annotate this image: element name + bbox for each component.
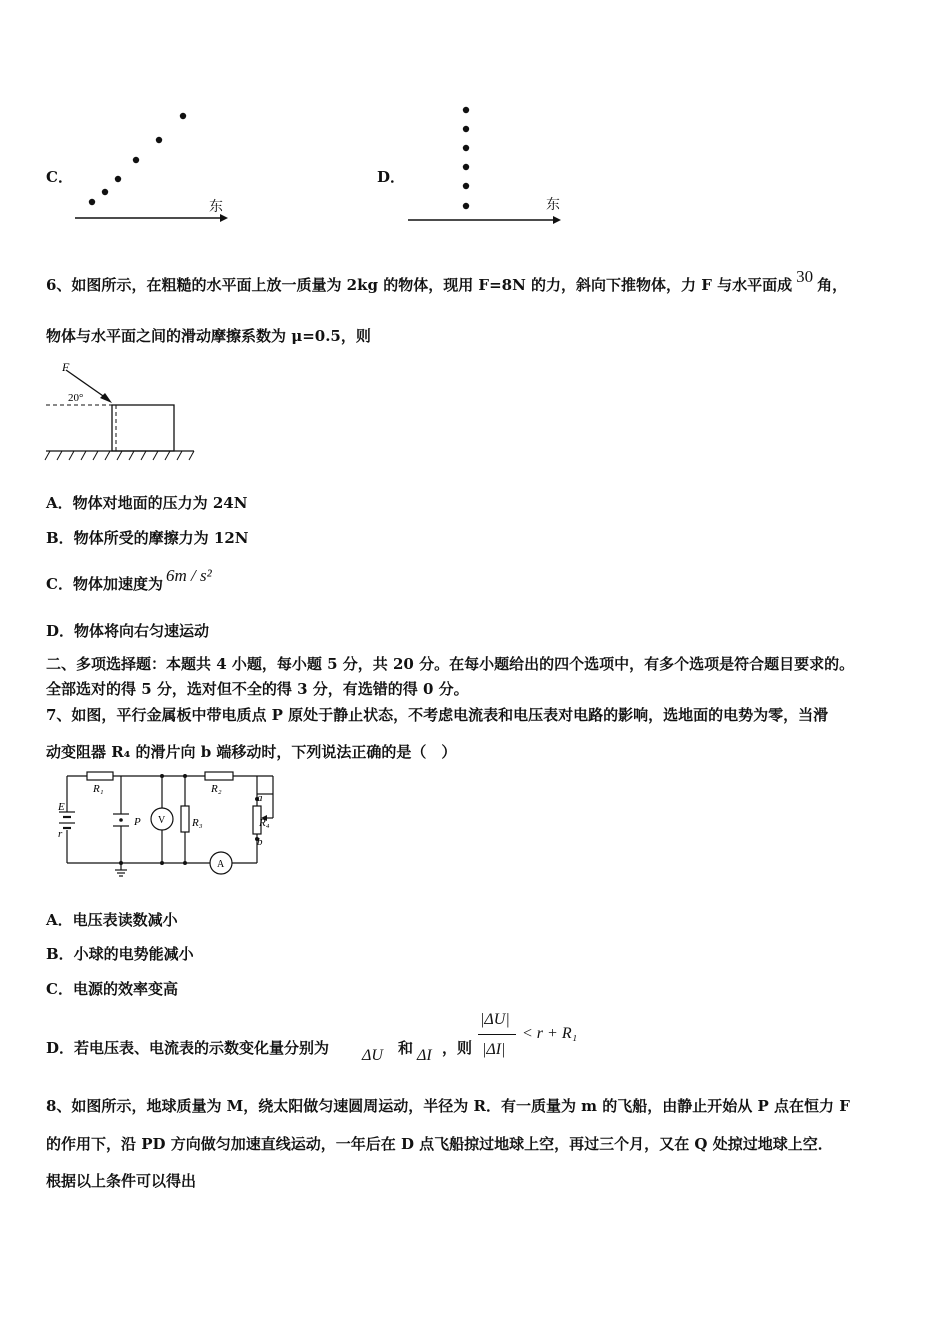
label-r: r — [58, 828, 63, 840]
q6-option-a[interactable]: A．物体对地面的压力为 24N — [46, 494, 248, 512]
charged-particle-p — [119, 818, 123, 822]
angle-label: 20° — [68, 392, 84, 404]
inequality-rhs: < r + R₁ — [522, 1025, 578, 1042]
q7-circuit — [55, 770, 285, 880]
delta-u: ΔU — [362, 1047, 383, 1064]
q8-line3: 根据以上条件可以得出 — [46, 1172, 197, 1190]
graph-d-axis-label: 东 — [546, 197, 560, 213]
fraction-numerator: |ΔU| — [480, 1011, 510, 1028]
graph-c-dot — [180, 113, 186, 119]
q7-stem-line2: 动变阻器 R₄ 的滑片向 b 端移动时，下列说法正确的是（ ） — [46, 743, 457, 761]
section2-line1: 二、多项选择题：本题共 4 小题，每小题 5 分，共 20 分。在每小题给出的四个选项中，有多个选项是符合题目要求的。 — [46, 655, 855, 673]
graph-c-dot — [115, 176, 121, 182]
label-b: b — [257, 836, 263, 848]
q6-angle-value: 30 — [796, 267, 814, 286]
label-p: P — [134, 816, 141, 828]
q6-option-b[interactable]: B．物体所受的摩擦力为 12N — [46, 529, 249, 547]
q8-line2: 的作用下，沿 PD 方向做匀加速直线运动，一年后在 D 点飞船掠过地球上空，再过三个月，又在 Q 处掠过地球上空． — [46, 1135, 833, 1153]
graph-c-dot — [156, 137, 162, 143]
q7-option-a[interactable]: A．电压表读数减小 — [46, 911, 178, 929]
graph-d-dot — [463, 164, 469, 170]
label-a-meter: A — [217, 859, 225, 870]
q7-stem-line1: 7、如图，平行金属板中带电质点 P 原处于静止状态，不考虑电流表和电压表对电路的影响，选地面的电势为零，当滑 — [46, 706, 829, 724]
acceleration-value: 6m / s² — [165, 566, 212, 585]
graph-d-dot — [463, 183, 469, 189]
q6-figure — [44, 360, 199, 465]
force-label: F — [62, 360, 70, 374]
graph-d-dot — [463, 145, 469, 151]
delta-i: ΔI — [417, 1047, 432, 1064]
fraction-bar — [478, 1034, 516, 1035]
resistor-r3 — [181, 806, 189, 832]
graph-c-dot — [102, 189, 108, 195]
q7-option-c[interactable]: C．电源的效率变高 — [46, 980, 178, 998]
q8-line1: 8、如图所示，地球质量为 M，绕太阳做匀速圆周运动，半径为 R．有一质量为 m 的飞船，由静止开始从 P 点在恒力 F — [46, 1097, 850, 1115]
q7-option-d-and: 和 — [398, 1039, 414, 1057]
label-r2: R₂ — [211, 783, 222, 795]
graph-d-arrowhead — [553, 216, 561, 224]
label-e: E — [58, 801, 65, 813]
label-r4: R₄ — [259, 817, 270, 829]
q7-option-d-then: ，则 — [442, 1039, 473, 1057]
q6-stem-line2: 物体与水平面之间的滑动摩擦系数为 μ=0.5，则 — [46, 327, 371, 345]
fraction-denominator: |ΔI| — [482, 1041, 506, 1058]
label-r3: R₃ — [192, 817, 203, 829]
option-c-label[interactable]: C． — [46, 168, 73, 186]
graph-d-dot — [463, 107, 469, 113]
label-a: a — [257, 792, 263, 804]
q7-option-d[interactable]: D．若电压表、电流表的示数变化量分别为 — [46, 1039, 330, 1057]
ground-hatching — [45, 451, 194, 460]
resistor-r1 — [87, 772, 113, 780]
block — [112, 405, 174, 451]
graph-c-axis-label: 东 — [209, 199, 223, 215]
label-v: V — [158, 815, 166, 826]
q6-option-c[interactable]: C．物体加速度为 6m / s² — [46, 566, 212, 593]
resistor-r2 — [205, 772, 233, 780]
option-d-label[interactable]: D． — [377, 168, 406, 186]
q7-option-b[interactable]: B．小球的电势能减小 — [46, 945, 194, 963]
graph-c-dot — [133, 157, 139, 163]
q6-stem-line1: 6、如图所示，在粗糙的水平面上放一质量为 2kg 的物体，现用 F=8N 的力，斜向下推物体，力 F 与水平面成 30 角， — [46, 267, 848, 294]
graph-c-dot — [89, 199, 95, 205]
graph-d-dot — [463, 126, 469, 132]
label-r1: R₁ — [93, 783, 104, 795]
section2-line2: 全部选对的得 5 分，选对但不全的得 3 分，有选错的得 0 分。 — [46, 680, 469, 698]
graph-d-dot — [463, 203, 469, 209]
battery — [59, 812, 75, 828]
q6-option-d[interactable]: D．物体将向右匀速运动 — [46, 622, 210, 640]
